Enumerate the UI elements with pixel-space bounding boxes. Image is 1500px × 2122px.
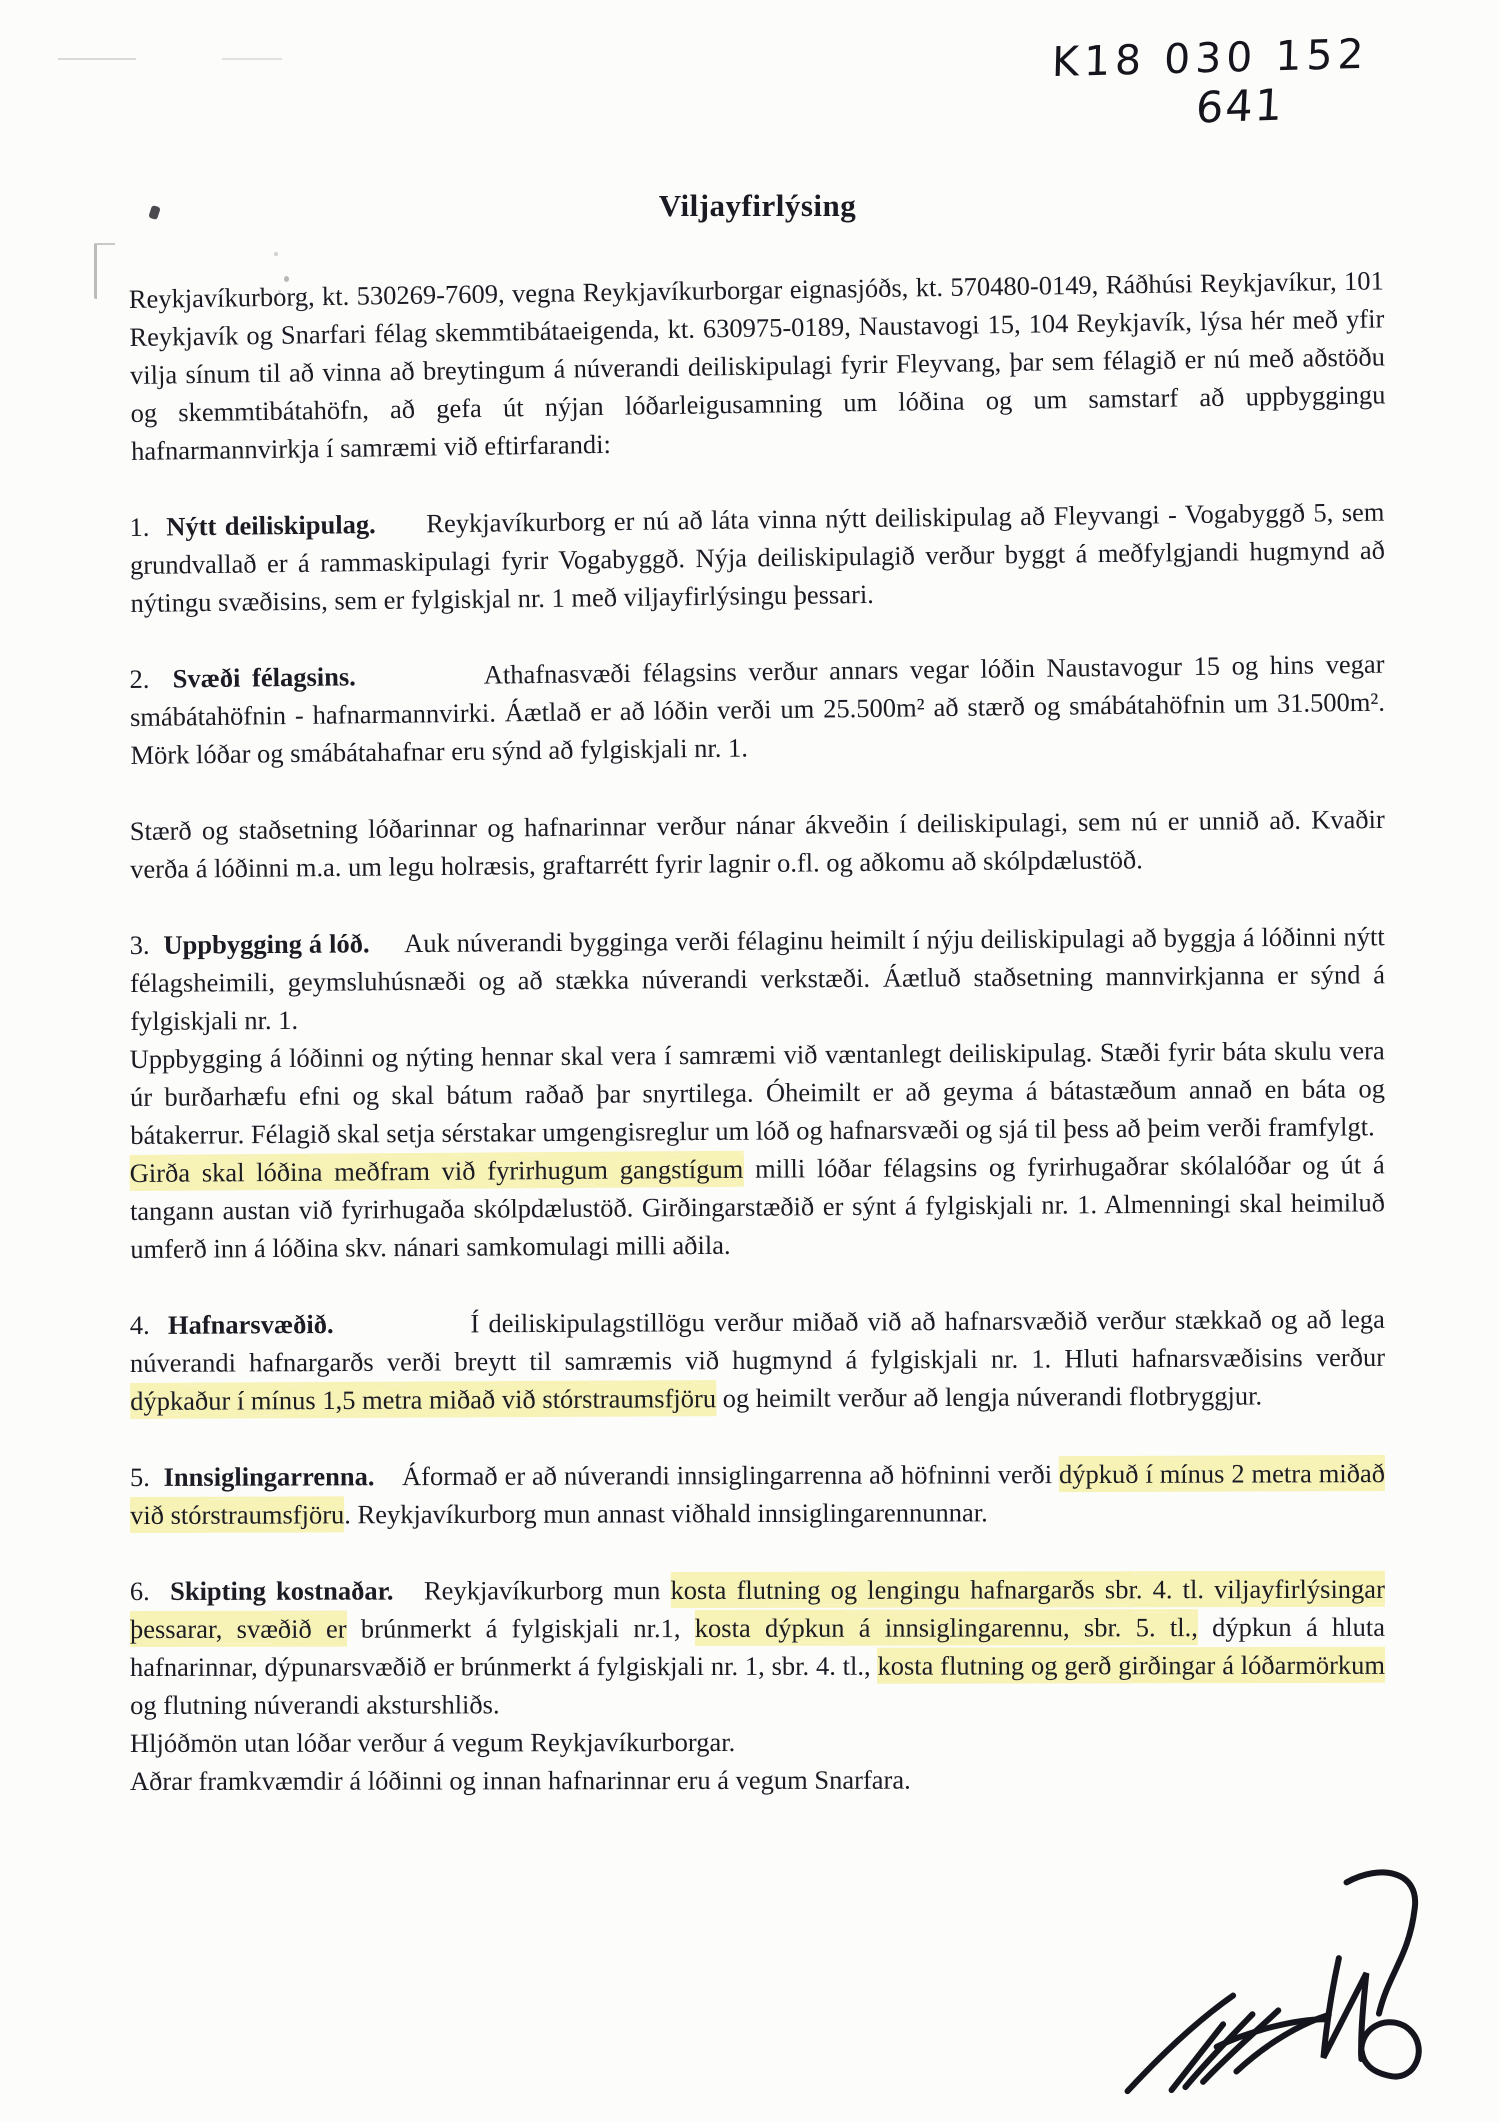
highlighted-text: kosta flutning og gerð girðingar á lóðarmörkum [877,1649,1386,1681]
text-segment: 2. [129,663,173,695]
section-3-fence-requirement [130,1145,1386,1268]
text-segment: Reykjavíkurborg er nú að láta vinna nýtt deiliskipulag að Fleyvangi - Vogabyggð 5, sem grundvallað er á rammaskipulagi fyrir Vogabyggð. Nýja deiliskipulagið verður byggt á meðfylgjandi hugmynd að nýtingu svæðisins, sem er fylgiskjal nr. 1 með viljayfirlýsingu þessari. [129,496,1386,618]
text-segment: brúnmerkt á fylgiskjali nr.1, [346,1613,695,1644]
section-6-cost-split [130,1570,1385,1724]
section-3-development-rules [130,1031,1386,1154]
text-segment: Nýtt deiliskipulag. [166,508,376,542]
text-segment: Innsiglingarrenna. [163,1461,375,1492]
section-4-harbour-area [130,1300,1386,1420]
handwritten-page-number: 641 [1194,80,1286,134]
signature-initials [1114,1974,1341,2099]
text-segment: Auk núverandi bygginga verði félaginu heimilt í nýju deiliskipulagi að byggja á lóðinni nýtt félagsheimili, geymsluhúsnæði og að stækka núverandi verkstæði. Áætluð staðsetning mannvirkjanna er sýnd á fylgiskjali nr. 1. [129,921,1386,1036]
text-segment: dýpkun á hluta hafnarinnar, dýpunarsvæðið er brúnmerkt á fylgiskjali nr. 1, sbr. 4. tl., [130,1611,1386,1682]
highlighted-text: Girða skal lóðina meðfram við fyrirhugum gangstígum [129,1153,744,1189]
text-segment: Reykjavíkurborg mun [393,1575,671,1606]
text-segment: Reykjavíkurborg, kt. 530269-7609, vegna Reykjavíkurborgar eignasjóðs, kt. 570480-0149, Ráðhúsi Reykjavíkur, 101 Reykjavík og Snarfari félag skemmtibátaeigenda, kt. 630975-0189, Naustavogi 15, 104 Reykjavík, lýsa hér með yfir vilja sínum til að vinna að breytingum á núverandi deiliskipulagi fyrir Fleyvang, þar sem félagið er nú með aðstöðu og skemmtibátahöfn, að gefa út nýjan lóðarleigusamning um lóðina og um samstarf að uppbyggingu hafnarmannvirkja í samræmi við eftirfarandi: [128,265,1386,466]
text-segment: Stærð og staðsetning lóðarinnar og hafnarinnar verður nánar ákveðin í deiliskipulagi, sem nú er unnið að. Kvaðir verða á lóðinni m.a. um legu holræsis, graftarrétt fyrir lagnir o.fl. og aðkomu að skólpdælustöð. [129,803,1385,884]
highlighted-text: dýpkaður í mínus 1,5 metra miðað við stórstraumsfjöru [130,1383,717,1416]
text-segment: 4. [129,1309,169,1341]
text-segment: Hljóðmön utan lóðar verður á vegum Reykjavíkurborgar. [129,1726,736,1758]
text-segment: 6. [129,1575,171,1607]
handwritten-case-number: K18 030 152 [1051,29,1370,87]
text-segment: milli lóðar félagsins og fyrirhugaðrar skólalóðar og út á tangann austan við fyrirhugaða skólpdælustöð. Girðingarstæðið er sýnt á fylgiskjali nr. 1. Almenningi skal heimiluð umferð inn á lóðina skv. nánari samkomulagi milli aðila. [129,1149,1386,1264]
section-6-other-works [130,1760,1385,1800]
text-segment: Áformað er að núverandi innsiglingarrenna að höfninni verði [374,1459,1060,1492]
section-3-development-heading [130,917,1386,1040]
text-segment: Skipting kostnaðar. [170,1575,394,1606]
text-segment: og heimilt verður að lengja núverandi flotbryggjur. [715,1380,1263,1414]
text-segment: og flutning núverandi aksturshliðs. [130,1689,500,1720]
section-6-noise-barrier [130,1722,1385,1762]
text-segment: Í deiliskipulagstillögu verður miðað við að hafnarsvæðið verður stækkað og að lega núverandi hafnargarðs verði breytt til samræmis við hugmynd á fylgiskjali nr. 1. Hluti hafnarsvæðisins verður [129,1303,1386,1378]
document-title: Viljayfirlýsing [658,188,857,223]
text-segment: Svæði félagsins. [172,661,357,694]
highlighted-text: kosta dýpkun á innsiglingarennu, sbr. 5. tl., [694,1612,1198,1644]
text-segment: Uppbygging á lóð. [163,928,370,960]
section-1-new-zoning-plan [129,493,1385,622]
text-segment: Uppbygging á lóðinni og nýting hennar skal vera í samræmi við væntanlegt deiliskipulag. Stæði fyrir báta skulu vera úr burðarhæfu efni og skal bátum raðað þar snyrtilega. Óheimilt er að geyma á bátastæðum annað en báta og bátakerrur. Félagið skal setja sérstakar umgengisreglur um lóð og hafnarsvæði og sjá til þess að þeim verði framfylgt. [129,1035,1386,1150]
highlighted-text: kosta flutning og lengingu hafnargarðs sbr. 4. tl. viljayfirlýsingar þessarar, svæðið er [129,1573,1385,1644]
paragraph-parties-intro [129,261,1387,470]
paragraph-lot-terms [130,800,1386,888]
section-5-entrance-channel [130,1454,1385,1534]
section-2-club-area [129,645,1385,774]
text-segment: 3. [129,929,164,961]
text-segment: Hafnarsvæðið. [167,1309,334,1340]
highlighted-text: dýpkuð í mínus 2 metra miðað við stórstraumsfjöru [130,1458,1385,1530]
text-segment: Aðrar framkvæmdir á lóðinni og innan hafnarinnar eru á vegum Snarfara. [129,1764,911,1796]
text-segment: 1. [129,511,167,543]
text-segment: . Reykjavíkurborg mun annast viðhald innsiglingarennunnar. [344,1497,988,1530]
text-segment: Athafnasvæði félagsins verður annars vegar lóðin Naustavogur 15 og hins vegar smábátahöfnin - hafnarmannvirki. Áætlað er að lóðin verði um 25.500m² að stærð og smábátahöfnin um 31.500m². Mörk lóðar og smábátahafnar eru sýnd að fylgiskjali nr. 1. [129,648,1386,770]
signature-monogram [1314,1860,1467,2110]
text-segment: 5. [129,1461,164,1492]
